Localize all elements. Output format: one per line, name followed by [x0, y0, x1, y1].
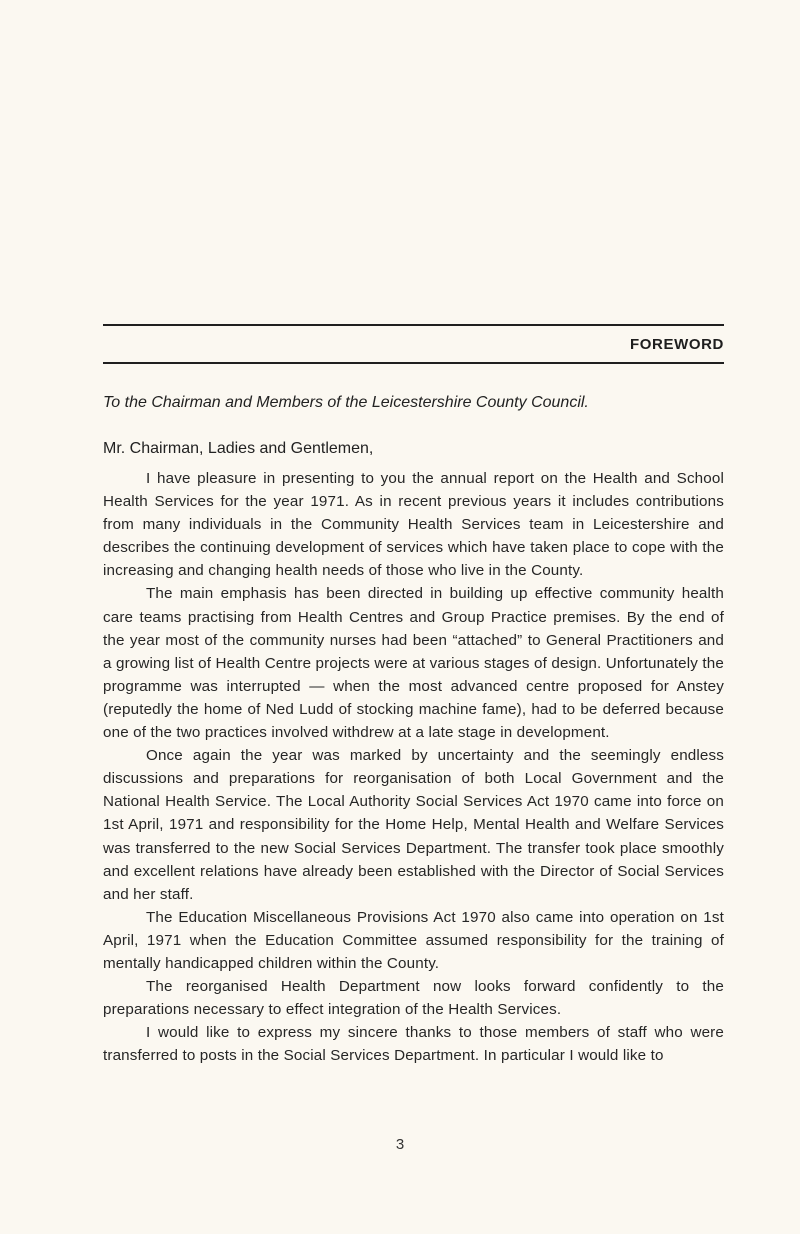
page-number: 3 [395, 1136, 405, 1153]
heading-rule-bottom [103, 362, 724, 364]
paragraph: The main emphasis has been directed in building up effective community health care teams practising from Health Centres and Group Practice premises. By the end of the year most of the community nurses had been “attached” to General Practitioners and a growing list of Health Centre projects were at various stages of design. Unfortunately the programme was interrupted — when the most advanced centre proposed for Anstey (reputedly the home of Ned Ludd of stocking machine fame), had to be deferred because one of the two practices involved withdrew at a late stage in development. [103, 585, 724, 742]
paragraph: The Education Miscellaneous Provisions Act 1970 also came into operation on 1st April, 1971 when the Education Committee assumed responsibility for the training of mentally handicapped children within the County. [103, 908, 724, 972]
paragraph: Once again the year was marked by uncertainty and the seemingly endless discussions and preparations for reorganisation of both Local Government and the National Health Service. The Local Authority Social Services Act 1970 came into force on 1st April, 1971 and responsibility for the Home Help, Mental Health and Welfare Services was transferred to the new Social Services Department. The transfer took place smoothly and excellent relations have already been established with the Director of Social Services and her staff. [103, 747, 724, 903]
body-text [103, 467, 724, 1067]
paragraph: I have pleasure in presenting to you the annual report on the Health and School Health Services for the year 1971. As in recent previous years it includes contributions from many individuals in the Community Health Services team in Leicestershire and describes the continuing development of services which have taken place to cope with the increasing and changing health needs of those who live in the County. [103, 470, 724, 580]
paragraph: I would like to express my sincere thanks to those members of staff who were transferred to posts in the Social Services Department. In particular I would like to [103, 1024, 724, 1065]
salutation: Mr. Chairman, Ladies and Gentlemen, [103, 440, 374, 457]
addressee-line: To the Chairman and Members of the Leicestershire County Council. [103, 394, 589, 411]
paragraph: The reorganised Health Department now looks forward confidently to the preparations necessary to effect integration of the Health Services. [103, 978, 724, 1019]
page-title: FOREWORD [630, 336, 724, 353]
heading-rule-top [103, 324, 724, 326]
